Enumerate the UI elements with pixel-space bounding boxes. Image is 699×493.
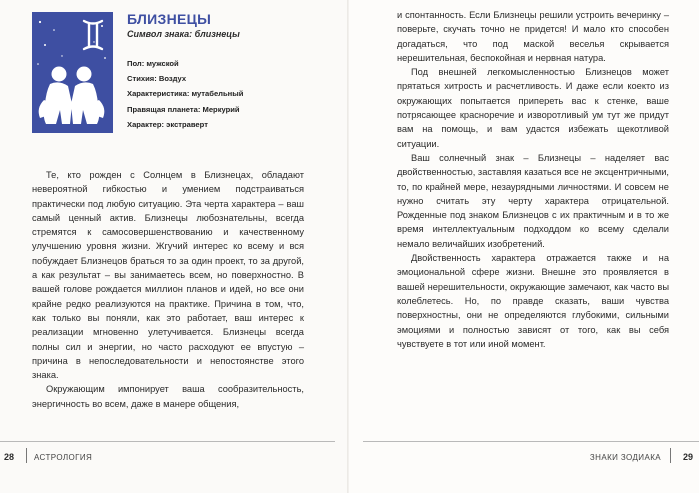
paragraph: Окружающим импонирует ваша сообразительность, энергичность во всем, даже в манере общения,	[32, 384, 304, 409]
sign-title: БЛИЗНЕЦЫ	[127, 11, 212, 27]
left-page	[0, 0, 349, 493]
fact-modality: Характеристика: мутабельный	[127, 89, 244, 99]
right-page	[349, 0, 699, 493]
sign-facts	[127, 56, 243, 132]
fact-character: Характер: экстраверт	[127, 119, 208, 129]
paragraph: и спонтанность. Если Близнецы решили устроить вечеринку – поверьте, скучать точно не придется! И мало кто способен догадаться, что под маской веселья скрывается нерешительная, беспокойная и нервная натура.	[397, 10, 669, 63]
footer-divider	[26, 448, 27, 463]
footer-rule	[363, 441, 699, 442]
fact-element: Стихия: Воздух	[127, 74, 187, 84]
fact-ruling-planet: Правящая планета: Меркурий	[127, 104, 240, 114]
paragraph: Двойственность характера отражается также и на эмоциональной сфере жизни. Внешне это проявляется в вашей нерешительности, окружающие замечают, как часто вы колеблетесь. Но, по правде сказать, ваши чувства поверхностны, они не определяются глубокими, сильными эмоциями и полностью зависят от того, как вы себя чувствуете в тот или иной момент.	[397, 253, 669, 349]
paragraph: Те, кто рожден с Солнцем в Близнецах, обладают невероятной гибкостью и умением подстраиваться практически под любую ситуацию. Эта черта характера – ваш самый ценный актив. Близнецы любознательны, всегда стремятся к самосовершенствованию и качественному улучшению уровня жизни. Жгучий интерес ко всему и вся побуждает Близнецов браться то за один проект, то за другой, а как результат – вы занимаетесь всем, но поверхностно. В вашей голове рождается миллион планов и идей, но все они крайне редко реализуются на практике. Причина в том, что, как только вы поняли, как это работает, ваш интерес к реализации мгновенно улетучивается. Близнецы всегда полны сил и энергии, но часто расходуют ее впустую – причина в непоследовательности и непостоянстве этого знака.	[32, 170, 305, 381]
running-head: ЗНАКИ ЗОДИАКА	[589, 453, 661, 462]
page-number: 28	[4, 452, 15, 462]
fact-gender: Пол: мужской	[127, 59, 179, 68]
paragraph: Ваш солнечный знак – Близнецы – наделяет вас двойственностью, заставляя казаться все не эксцентричными, то, по крайней мере, незаурядными личностями. И совсем не нужно считать эту черту характера отрицательной. Рожденные под знаком Близнецов с их практичным и в то же время интеллектуальным подходдом ко всему сделали немало величайших изобретений.	[397, 152, 669, 249]
sign-symbol-line: Символ знака: близнецы	[127, 29, 240, 39]
gemini-illustration	[32, 12, 113, 133]
footer-rule	[0, 441, 335, 442]
gemini-twins-icon	[32, 12, 113, 133]
running-head: АСТРОЛОГИЯ	[34, 453, 93, 462]
footer-divider	[670, 448, 671, 463]
right-body-text	[397, 8, 669, 351]
paragraph: Под внешней легкомысленностью Близнецов может прятаться хитрость и расчетливость. И даже если коeкто из окружающих попытается припереть вас к стенке, ваше потрясающее красноречие и изворотливый ум тут же придут вам на помощь, и вам удастся избежать щeкотливой ситуации.	[397, 67, 670, 149]
left-body-text	[32, 168, 304, 411]
page-number: 29	[682, 452, 693, 462]
